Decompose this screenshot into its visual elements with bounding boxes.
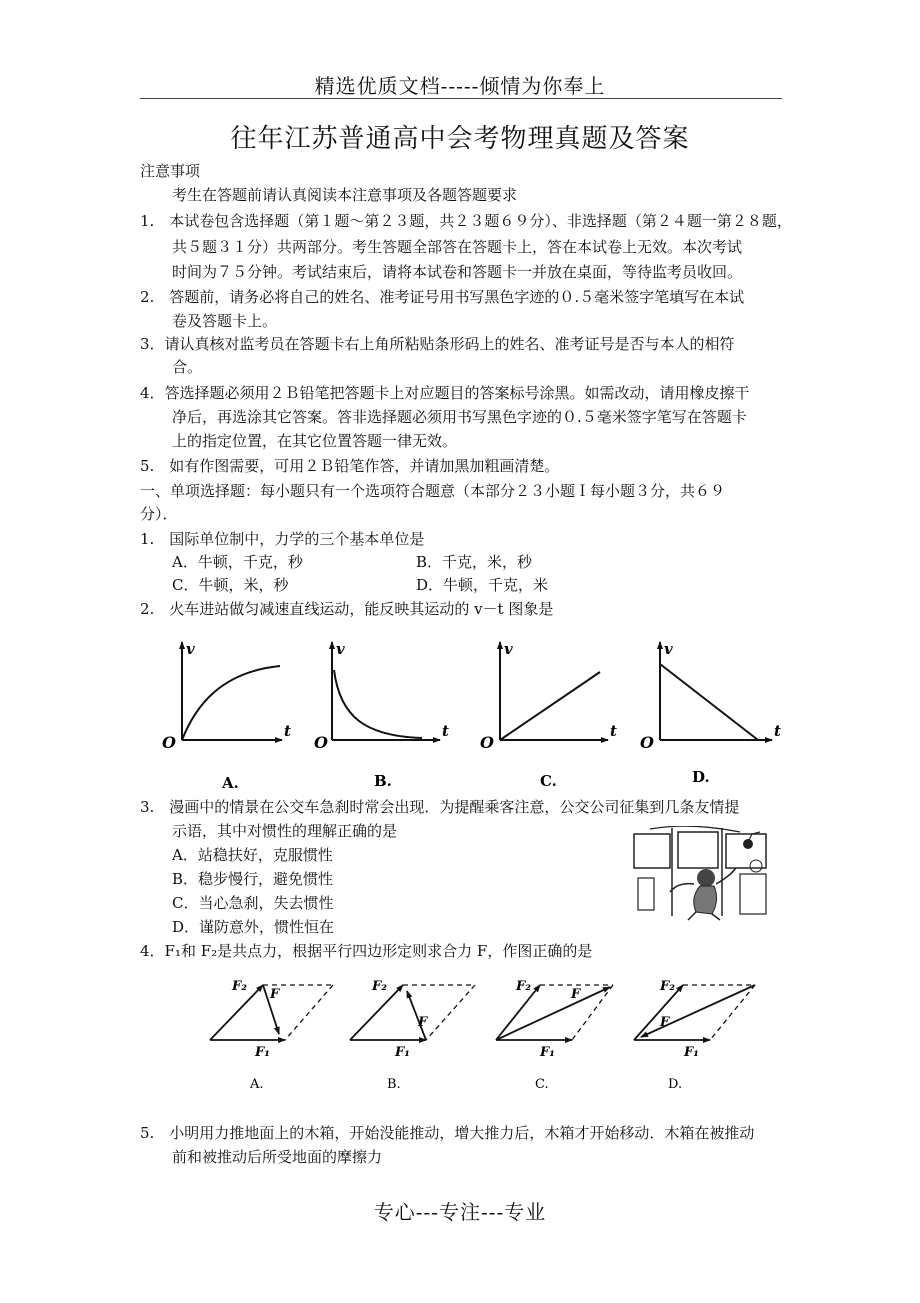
f-arrow bbox=[641, 985, 755, 1037]
label-v: v bbox=[336, 640, 345, 658]
q5-stem-cont: 前和被推动后所受地面的摩擦力 bbox=[172, 1148, 383, 1166]
label-f2: F₂ bbox=[660, 979, 675, 994]
bus-cartoon-illustration bbox=[630, 826, 780, 922]
q4-caption-a: A. bbox=[250, 1077, 264, 1092]
label-f1: F₁ bbox=[540, 1045, 555, 1060]
q2-caption-d: D. bbox=[692, 768, 710, 786]
q4-diagram-c bbox=[496, 985, 613, 1040]
notice-intro: 考生在答题前请认真阅读本注意事项及各题答题要求 bbox=[172, 186, 518, 204]
q3-option-d: D．谨防意外，惯性恒在 bbox=[172, 918, 335, 936]
curve-increasing-concave bbox=[182, 666, 280, 740]
q4-caption-d: D. bbox=[668, 1077, 683, 1092]
label-origin: O bbox=[314, 733, 328, 752]
label-f: F bbox=[660, 1015, 670, 1030]
q4-caption-c: C. bbox=[535, 1077, 549, 1092]
section-heading: 一、单项选择题：每小题只有一个选项符合题意（本部分２３小题Ｉ每小题３分，共６９ bbox=[140, 482, 726, 500]
notice-heading: 注意事项 bbox=[140, 162, 201, 180]
q4-diagram-b bbox=[350, 985, 475, 1040]
q3-stem: 3. 漫画中的情景在公交车急刹时常会出现．为提醒乘客注意，公交公司征集到几条友情提 bbox=[140, 798, 740, 816]
label-origin: O bbox=[162, 733, 176, 752]
notice-line: 时间为７５分钟。考试结束后，请将本试卷和答题卡一并放在桌面，等待监考员收回。 bbox=[172, 263, 743, 281]
notice-line: 4．答选择题必须用２Ｂ铅笔把答题卡上对应题目的答案标号涂黑。如需改动，请用橡皮擦干 bbox=[140, 384, 750, 402]
label-v: v bbox=[504, 640, 513, 658]
q3-stem-cont: 示语，其中对惯性的理解正确的是 bbox=[172, 822, 398, 840]
notice-line: 1. 本试卷包含选择题（第１题～第２３题，共２３题６９分）、非选择题（第２４题一第２８题， bbox=[140, 212, 792, 230]
header-divider bbox=[140, 98, 782, 99]
label-f2: F₂ bbox=[516, 979, 531, 994]
f2-arrow bbox=[634, 985, 683, 1040]
q1-stem: 1. 国际单位制中，力学的三个基本单位是 bbox=[140, 530, 425, 548]
label-f: F bbox=[571, 987, 581, 1002]
q4-diagram-d bbox=[634, 985, 755, 1040]
label-origin: O bbox=[480, 733, 494, 752]
page-footer: 专心---专注---专业 bbox=[373, 1200, 547, 1224]
label-v: v bbox=[664, 640, 673, 658]
label-f1: F₁ bbox=[395, 1045, 410, 1060]
q2-caption-c: C. bbox=[540, 772, 557, 790]
notice-line: 上的指定位置，在其它位置答题一律无效。 bbox=[172, 432, 458, 450]
label-v: v bbox=[186, 640, 195, 658]
q2-graph-c bbox=[500, 642, 608, 740]
q2-graph-d bbox=[660, 642, 772, 740]
line-increasing bbox=[500, 672, 600, 740]
q2-graph-a bbox=[182, 642, 282, 740]
q2-caption-b: B. bbox=[374, 772, 392, 790]
notice-line: 共５题３１分）共两部分。考生答题全部答在答题卡上，答在本试卷上无效。本次考试 bbox=[172, 238, 743, 256]
q4-force-diagrams bbox=[200, 970, 760, 1094]
label-f: F bbox=[418, 1015, 428, 1030]
q1-option-b: B．千克，米，秒 bbox=[416, 553, 533, 571]
q4-caption-b: B. bbox=[387, 1077, 401, 1092]
label-f2: F₂ bbox=[232, 979, 247, 994]
notice-line: 2. 答题前，请务必将自己的姓名、准考证号用书写黑色字迹的０.５毫米签字笔填写在本试 bbox=[140, 288, 745, 306]
f-arrow bbox=[496, 987, 610, 1040]
q4-stem: 4．F₁和 F₂是共点力，根据平行四边形定则求合力 F，作图正确的是 bbox=[140, 942, 593, 960]
q2-caption-a: A. bbox=[222, 774, 239, 792]
document-title: 往年江苏普通高中会考物理真题及答案 bbox=[230, 124, 690, 154]
section-heading-cont: 分）． bbox=[140, 505, 178, 523]
label-t: t bbox=[442, 722, 449, 740]
q3-option-b: B．稳步慢行，避免惯性 bbox=[172, 870, 334, 888]
notice-line: 5. 如有作图需要，可用２Ｂ铅笔作答，并请加黑加粗画清楚。 bbox=[140, 457, 560, 475]
label-t: t bbox=[284, 722, 291, 740]
q2-graph-b bbox=[332, 642, 440, 740]
q3-option-c: C．当心急刹，失去惯性 bbox=[172, 894, 334, 912]
label-origin: O bbox=[640, 733, 654, 752]
notice-line: 3．请认真核对监考员在答题卡右上角所粘贴条形码上的姓名、准考证号是否与本人的相符 bbox=[140, 335, 735, 353]
label-f1: F₁ bbox=[255, 1045, 270, 1060]
q2-vt-graphs bbox=[150, 632, 790, 792]
label-f1: F₁ bbox=[684, 1045, 699, 1060]
q1-option-c: C．牛顿，米，秒 bbox=[172, 576, 289, 594]
label-f2: F₂ bbox=[372, 979, 387, 994]
q5-stem: 5. 小明用力推地面上的木箱，开始没能推动，增大推力后，木箱才开始移动．木箱在被推动 bbox=[140, 1124, 755, 1142]
line-decreasing bbox=[660, 664, 758, 740]
label-f: F bbox=[270, 987, 280, 1002]
q2-stem: 2. 火车进站做匀减速直线运动，能反映其运动的 v－t 图象是 bbox=[140, 600, 554, 618]
notice-line: 合。 bbox=[172, 358, 203, 376]
q1-option-d: D．牛顿，千克，米 bbox=[416, 576, 549, 594]
notice-line: 卷及答题卡上。 bbox=[172, 312, 278, 330]
q3-option-a: A．站稳扶好，克服惯性 bbox=[172, 846, 333, 864]
label-t: t bbox=[774, 722, 781, 740]
page-header: 精选优质文档-----倾情为你奉上 bbox=[314, 74, 606, 98]
curve-decreasing-convex bbox=[334, 670, 422, 738]
q1-option-a: A．牛顿，千克，秒 bbox=[172, 553, 303, 571]
notice-line: 净后，再选涂其它答案。答非选择题必须用书写黑色字迹的０.５毫米签字笔写在答题卡 bbox=[172, 408, 747, 426]
label-t: t bbox=[610, 722, 617, 740]
